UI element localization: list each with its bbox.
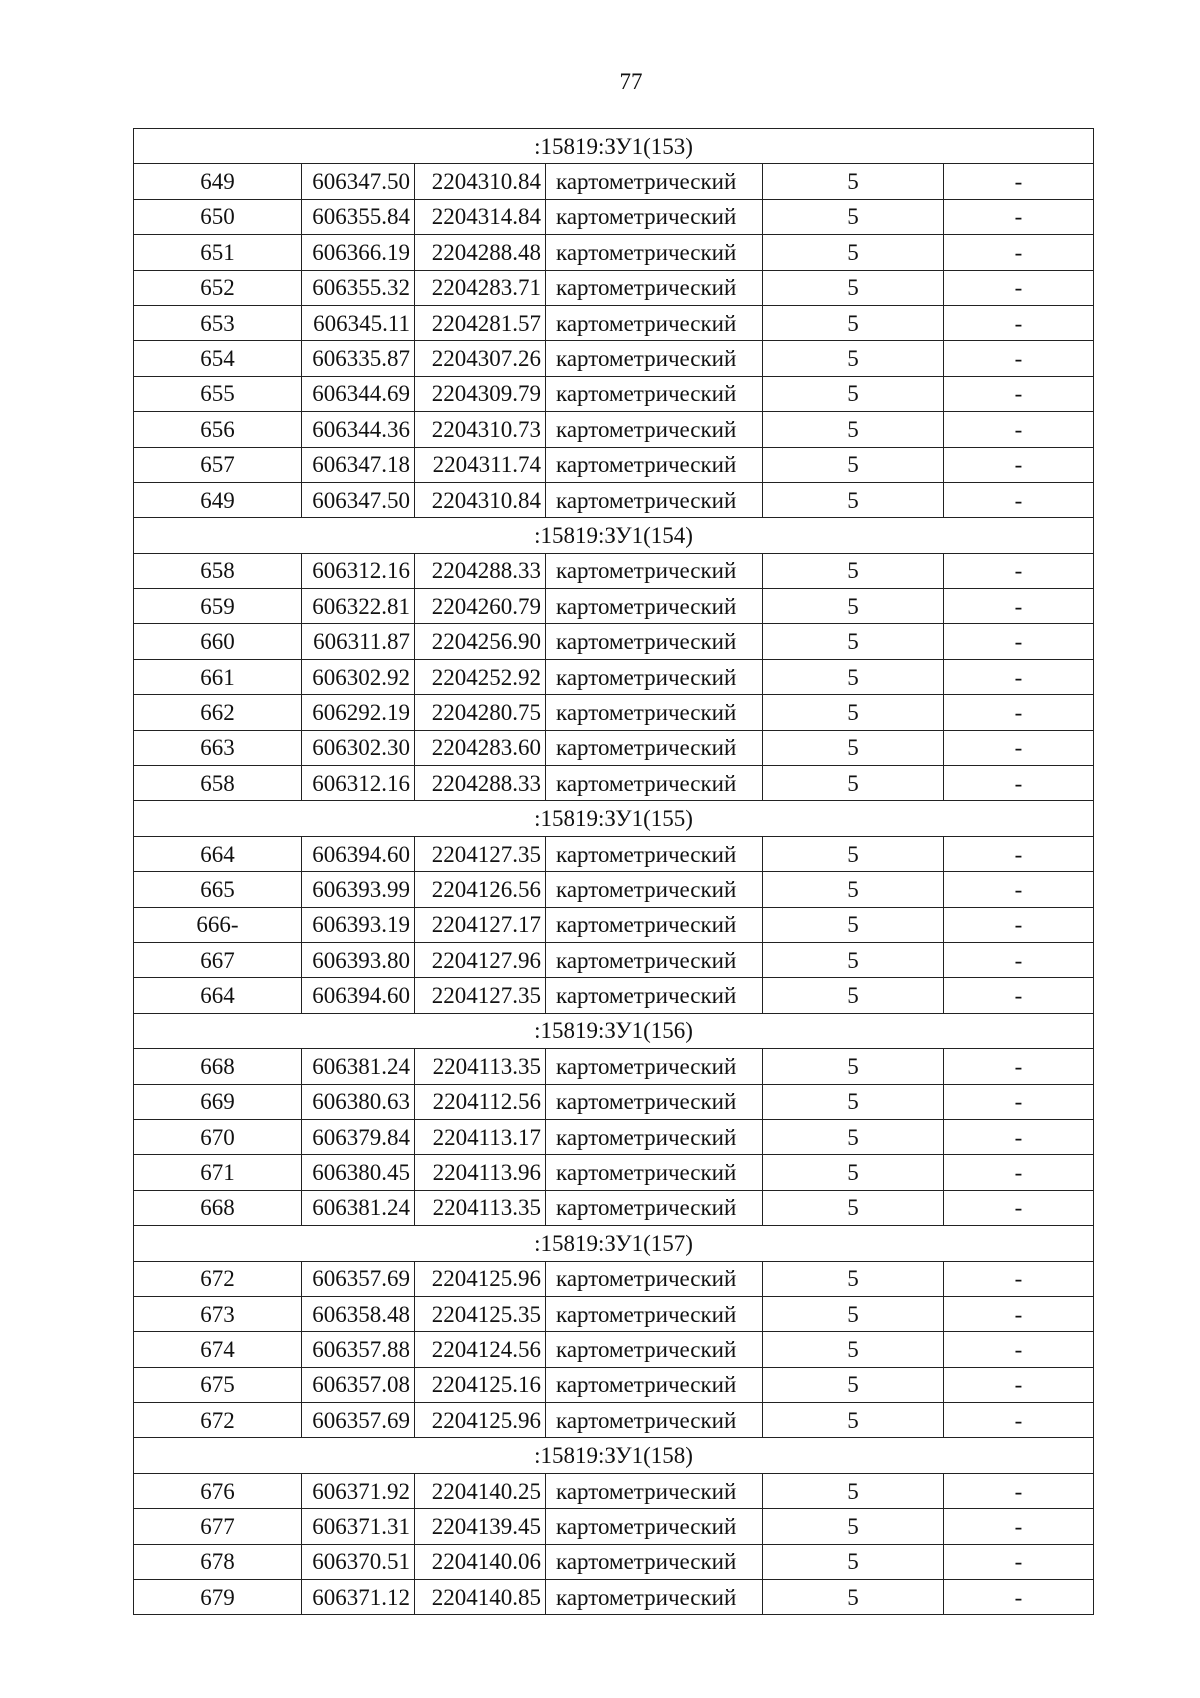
section-title: :15819:ЗУ1(156) (134, 1013, 1094, 1048)
note-cell: - (944, 589, 1094, 624)
method-cell: картометрический (546, 978, 763, 1013)
note-cell: - (944, 659, 1094, 694)
note-cell: - (944, 872, 1094, 907)
method-cell: картометрический (546, 1403, 763, 1438)
method-cell: картометрический (546, 341, 763, 376)
point-number-cell: 663 (134, 730, 302, 765)
y-coordinate-cell: 2204311.74 (415, 447, 546, 482)
table-row (134, 978, 1094, 1013)
accuracy-cell: 5 (763, 1544, 944, 1579)
y-coordinate-cell: 2204140.06 (415, 1544, 546, 1579)
section-title: :15819:ЗУ1(157) (134, 1226, 1094, 1261)
note-cell: - (944, 482, 1094, 517)
accuracy-cell: 5 (763, 624, 944, 659)
accuracy-cell: 5 (763, 589, 944, 624)
table-row (134, 695, 1094, 730)
y-coordinate-cell: 2204288.33 (415, 766, 546, 801)
x-coordinate-cell: 606355.84 (302, 199, 415, 234)
x-coordinate-cell: 606357.69 (302, 1261, 415, 1296)
section-title: :15819:ЗУ1(153) (134, 129, 1094, 164)
point-number-cell: 665 (134, 872, 302, 907)
table-row (134, 1544, 1094, 1579)
accuracy-cell: 5 (763, 412, 944, 447)
note-cell: - (944, 341, 1094, 376)
note-cell: - (944, 1367, 1094, 1402)
note-cell: - (944, 1261, 1094, 1296)
table-row (134, 1049, 1094, 1084)
method-cell: картометрический (546, 1544, 763, 1579)
point-number-cell: 664 (134, 836, 302, 871)
y-coordinate-cell: 2204139.45 (415, 1509, 546, 1544)
coordinates-table (133, 128, 1094, 1615)
method-cell: картометрический (546, 730, 763, 765)
table-row (134, 482, 1094, 517)
point-number-cell: 654 (134, 341, 302, 376)
method-cell: картометрический (546, 766, 763, 801)
note-cell: - (944, 199, 1094, 234)
table-row (134, 235, 1094, 270)
point-number-cell: 675 (134, 1367, 302, 1402)
x-coordinate-cell: 606379.84 (302, 1119, 415, 1154)
table-row (134, 1580, 1094, 1615)
x-coordinate-cell: 606312.16 (302, 553, 415, 588)
accuracy-cell: 5 (763, 1332, 944, 1367)
y-coordinate-cell: 2204260.79 (415, 589, 546, 624)
table-row (134, 553, 1094, 588)
section-header-row (134, 518, 1094, 553)
table-row (134, 199, 1094, 234)
point-number-cell: 649 (134, 164, 302, 199)
y-coordinate-cell: 2204307.26 (415, 341, 546, 376)
x-coordinate-cell: 606302.30 (302, 730, 415, 765)
table-row (134, 1367, 1094, 1402)
point-number-cell: 668 (134, 1190, 302, 1225)
table-row (134, 1332, 1094, 1367)
x-coordinate-cell: 606393.99 (302, 872, 415, 907)
accuracy-cell: 5 (763, 1155, 944, 1190)
x-coordinate-cell: 606347.18 (302, 447, 415, 482)
method-cell: картометрический (546, 199, 763, 234)
point-number-cell: 649 (134, 482, 302, 517)
y-coordinate-cell: 2204127.96 (415, 942, 546, 977)
note-cell: - (944, 1332, 1094, 1367)
y-coordinate-cell: 2204140.25 (415, 1473, 546, 1508)
point-number-cell: 670 (134, 1119, 302, 1154)
note-cell: - (944, 270, 1094, 305)
method-cell: картометрический (546, 270, 763, 305)
y-coordinate-cell: 2204127.35 (415, 978, 546, 1013)
y-coordinate-cell: 2204280.75 (415, 695, 546, 730)
method-cell: картометрический (546, 836, 763, 871)
x-coordinate-cell: 606357.69 (302, 1403, 415, 1438)
table-row (134, 766, 1094, 801)
x-coordinate-cell: 606302.92 (302, 659, 415, 694)
point-number-cell: 674 (134, 1332, 302, 1367)
note-cell: - (944, 942, 1094, 977)
method-cell: картометрический (546, 1332, 763, 1367)
note-cell: - (944, 1119, 1094, 1154)
y-coordinate-cell: 2204310.73 (415, 412, 546, 447)
note-cell: - (944, 624, 1094, 659)
table-row (134, 907, 1094, 942)
point-number-cell: 668 (134, 1049, 302, 1084)
table-row (134, 730, 1094, 765)
accuracy-cell: 5 (763, 553, 944, 588)
x-coordinate-cell: 606347.50 (302, 482, 415, 517)
accuracy-cell: 5 (763, 235, 944, 270)
y-coordinate-cell: 2204310.84 (415, 164, 546, 199)
point-number-cell: 658 (134, 766, 302, 801)
x-coordinate-cell: 606370.51 (302, 1544, 415, 1579)
note-cell: - (944, 1190, 1094, 1225)
accuracy-cell: 5 (763, 907, 944, 942)
x-coordinate-cell: 606311.87 (302, 624, 415, 659)
method-cell: картометрический (546, 1190, 763, 1225)
point-number-cell: 655 (134, 376, 302, 411)
x-coordinate-cell: 606347.50 (302, 164, 415, 199)
x-coordinate-cell: 606393.80 (302, 942, 415, 977)
table-row (134, 164, 1094, 199)
point-number-cell: 651 (134, 235, 302, 270)
note-cell: - (944, 553, 1094, 588)
note-cell: - (944, 978, 1094, 1013)
method-cell: картометрический (546, 624, 763, 659)
y-coordinate-cell: 2204256.90 (415, 624, 546, 659)
x-coordinate-cell: 606358.48 (302, 1296, 415, 1331)
section-header-row (134, 129, 1094, 164)
point-number-cell: 660 (134, 624, 302, 659)
section-header-row (134, 1438, 1094, 1473)
accuracy-cell: 5 (763, 1119, 944, 1154)
note-cell: - (944, 1473, 1094, 1508)
point-number-cell: 664 (134, 978, 302, 1013)
note-cell: - (944, 695, 1094, 730)
x-coordinate-cell: 606371.92 (302, 1473, 415, 1508)
accuracy-cell: 5 (763, 482, 944, 517)
table-row (134, 1473, 1094, 1508)
note-cell: - (944, 907, 1094, 942)
accuracy-cell: 5 (763, 341, 944, 376)
y-coordinate-cell: 2204281.57 (415, 305, 546, 340)
point-number-cell: 661 (134, 659, 302, 694)
accuracy-cell: 5 (763, 659, 944, 694)
table-row (134, 412, 1094, 447)
method-cell: картометрический (546, 1367, 763, 1402)
accuracy-cell: 5 (763, 1509, 944, 1544)
accuracy-cell: 5 (763, 1473, 944, 1508)
point-number-cell: 658 (134, 553, 302, 588)
x-coordinate-cell: 606344.36 (302, 412, 415, 447)
note-cell: - (944, 1296, 1094, 1331)
accuracy-cell: 5 (763, 766, 944, 801)
note-cell: - (944, 730, 1094, 765)
point-number-cell: 679 (134, 1580, 302, 1615)
x-coordinate-cell: 606322.81 (302, 589, 415, 624)
table-row (134, 341, 1094, 376)
x-coordinate-cell: 606380.63 (302, 1084, 415, 1119)
point-number-cell: 652 (134, 270, 302, 305)
accuracy-cell: 5 (763, 1367, 944, 1402)
table-row (134, 305, 1094, 340)
y-coordinate-cell: 2204125.96 (415, 1261, 546, 1296)
method-cell: картометрический (546, 447, 763, 482)
table-row (134, 1084, 1094, 1119)
method-cell: картометрический (546, 1049, 763, 1084)
table-row (134, 836, 1094, 871)
note-cell: - (944, 766, 1094, 801)
method-cell: картометрический (546, 1473, 763, 1508)
method-cell: картометрический (546, 907, 763, 942)
point-number-cell: 669 (134, 1084, 302, 1119)
accuracy-cell: 5 (763, 1049, 944, 1084)
x-coordinate-cell: 606381.24 (302, 1049, 415, 1084)
method-cell: картометрический (546, 1296, 763, 1331)
y-coordinate-cell: 2204288.33 (415, 553, 546, 588)
x-coordinate-cell: 606355.32 (302, 270, 415, 305)
note-cell: - (944, 1049, 1094, 1084)
accuracy-cell: 5 (763, 1580, 944, 1615)
accuracy-cell: 5 (763, 942, 944, 977)
x-coordinate-cell: 606345.11 (302, 305, 415, 340)
method-cell: картометрический (546, 1580, 763, 1615)
y-coordinate-cell: 2204309.79 (415, 376, 546, 411)
x-coordinate-cell: 606357.88 (302, 1332, 415, 1367)
table-row (134, 376, 1094, 411)
accuracy-cell: 5 (763, 1261, 944, 1296)
x-coordinate-cell: 606312.16 (302, 766, 415, 801)
y-coordinate-cell: 2204125.96 (415, 1403, 546, 1438)
method-cell: картометрический (546, 376, 763, 411)
method-cell: картометрический (546, 305, 763, 340)
point-number-cell: 672 (134, 1403, 302, 1438)
x-coordinate-cell: 606357.08 (302, 1367, 415, 1402)
page-number: 77 (619, 69, 643, 94)
x-coordinate-cell: 606394.60 (302, 836, 415, 871)
table-row (134, 1403, 1094, 1438)
point-number-cell: 673 (134, 1296, 302, 1331)
accuracy-cell: 5 (763, 199, 944, 234)
y-coordinate-cell: 2204283.71 (415, 270, 546, 305)
x-coordinate-cell: 606344.69 (302, 376, 415, 411)
section-title: :15819:ЗУ1(158) (134, 1438, 1094, 1473)
point-number-cell: 667 (134, 942, 302, 977)
accuracy-cell: 5 (763, 730, 944, 765)
x-coordinate-cell: 606381.24 (302, 1190, 415, 1225)
accuracy-cell: 5 (763, 270, 944, 305)
method-cell: картометрический (546, 553, 763, 588)
accuracy-cell: 5 (763, 164, 944, 199)
method-cell: картометрический (546, 235, 763, 270)
x-coordinate-cell: 606335.87 (302, 341, 415, 376)
note-cell: - (944, 305, 1094, 340)
method-cell: картометрический (546, 589, 763, 624)
method-cell: картометрический (546, 1119, 763, 1154)
method-cell: картометрический (546, 1084, 763, 1119)
accuracy-cell: 5 (763, 695, 944, 730)
accuracy-cell: 5 (763, 836, 944, 871)
accuracy-cell: 5 (763, 376, 944, 411)
y-coordinate-cell: 2204113.96 (415, 1155, 546, 1190)
section-title: :15819:ЗУ1(154) (134, 518, 1094, 553)
note-cell: - (944, 376, 1094, 411)
table-row (134, 659, 1094, 694)
table-row (134, 1296, 1094, 1331)
method-cell: картометрический (546, 872, 763, 907)
x-coordinate-cell: 606371.31 (302, 1509, 415, 1544)
x-coordinate-cell: 606393.19 (302, 907, 415, 942)
table-row (134, 1261, 1094, 1296)
accuracy-cell: 5 (763, 447, 944, 482)
accuracy-cell: 5 (763, 872, 944, 907)
table-row (134, 624, 1094, 659)
note-cell: - (944, 1580, 1094, 1615)
note-cell: - (944, 1509, 1094, 1544)
accuracy-cell: 5 (763, 1296, 944, 1331)
section-header-row (134, 1013, 1094, 1048)
point-number-cell: 672 (134, 1261, 302, 1296)
y-coordinate-cell: 2204252.92 (415, 659, 546, 694)
table-row (134, 942, 1094, 977)
y-coordinate-cell: 2204113.35 (415, 1190, 546, 1225)
method-cell: картометрический (546, 695, 763, 730)
accuracy-cell: 5 (763, 978, 944, 1013)
table-body (134, 129, 1094, 1615)
accuracy-cell: 5 (763, 305, 944, 340)
note-cell: - (944, 447, 1094, 482)
y-coordinate-cell: 2204127.35 (415, 836, 546, 871)
y-coordinate-cell: 2204314.84 (415, 199, 546, 234)
x-coordinate-cell: 606366.19 (302, 235, 415, 270)
method-cell: картометрический (546, 659, 763, 694)
table-row (134, 270, 1094, 305)
accuracy-cell: 5 (763, 1084, 944, 1119)
table-row (134, 1119, 1094, 1154)
method-cell: картометрический (546, 412, 763, 447)
point-number-cell: 671 (134, 1155, 302, 1190)
x-coordinate-cell: 606292.19 (302, 695, 415, 730)
x-coordinate-cell: 606371.12 (302, 1580, 415, 1615)
y-coordinate-cell: 2204310.84 (415, 482, 546, 517)
point-number-cell: 678 (134, 1544, 302, 1579)
point-number-cell: 666- (134, 907, 302, 942)
section-header-row (134, 1226, 1094, 1261)
x-coordinate-cell: 606380.45 (302, 1155, 415, 1190)
point-number-cell: 677 (134, 1509, 302, 1544)
point-number-cell: 676 (134, 1473, 302, 1508)
y-coordinate-cell: 2204113.17 (415, 1119, 546, 1154)
note-cell: - (944, 412, 1094, 447)
section-title: :15819:ЗУ1(155) (134, 801, 1094, 836)
table-row (134, 1155, 1094, 1190)
note-cell: - (944, 164, 1094, 199)
section-header-row (134, 801, 1094, 836)
note-cell: - (944, 836, 1094, 871)
method-cell: картометрический (546, 942, 763, 977)
y-coordinate-cell: 2204124.56 (415, 1332, 546, 1367)
note-cell: - (944, 1544, 1094, 1579)
y-coordinate-cell: 2204283.60 (415, 730, 546, 765)
y-coordinate-cell: 2204126.56 (415, 872, 546, 907)
y-coordinate-cell: 2204113.35 (415, 1049, 546, 1084)
note-cell: - (944, 235, 1094, 270)
table-row (134, 1190, 1094, 1225)
table-row (134, 872, 1094, 907)
y-coordinate-cell: 2204112.56 (415, 1084, 546, 1119)
note-cell: - (944, 1155, 1094, 1190)
point-number-cell: 650 (134, 199, 302, 234)
table-row (134, 1509, 1094, 1544)
method-cell: картометрический (546, 1261, 763, 1296)
point-number-cell: 656 (134, 412, 302, 447)
point-number-cell: 653 (134, 305, 302, 340)
y-coordinate-cell: 2204125.16 (415, 1367, 546, 1402)
table-row (134, 447, 1094, 482)
y-coordinate-cell: 2204140.85 (415, 1580, 546, 1615)
accuracy-cell: 5 (763, 1403, 944, 1438)
method-cell: картометрический (546, 482, 763, 517)
x-coordinate-cell: 606394.60 (302, 978, 415, 1013)
y-coordinate-cell: 2204125.35 (415, 1296, 546, 1331)
y-coordinate-cell: 2204288.48 (415, 235, 546, 270)
note-cell: - (944, 1403, 1094, 1438)
y-coordinate-cell: 2204127.17 (415, 907, 546, 942)
point-number-cell: 662 (134, 695, 302, 730)
point-number-cell: 657 (134, 447, 302, 482)
point-number-cell: 659 (134, 589, 302, 624)
method-cell: картометрический (546, 1155, 763, 1190)
table-row (134, 589, 1094, 624)
note-cell: - (944, 1084, 1094, 1119)
accuracy-cell: 5 (763, 1190, 944, 1225)
method-cell: картометрический (546, 1509, 763, 1544)
method-cell: картометрический (546, 164, 763, 199)
